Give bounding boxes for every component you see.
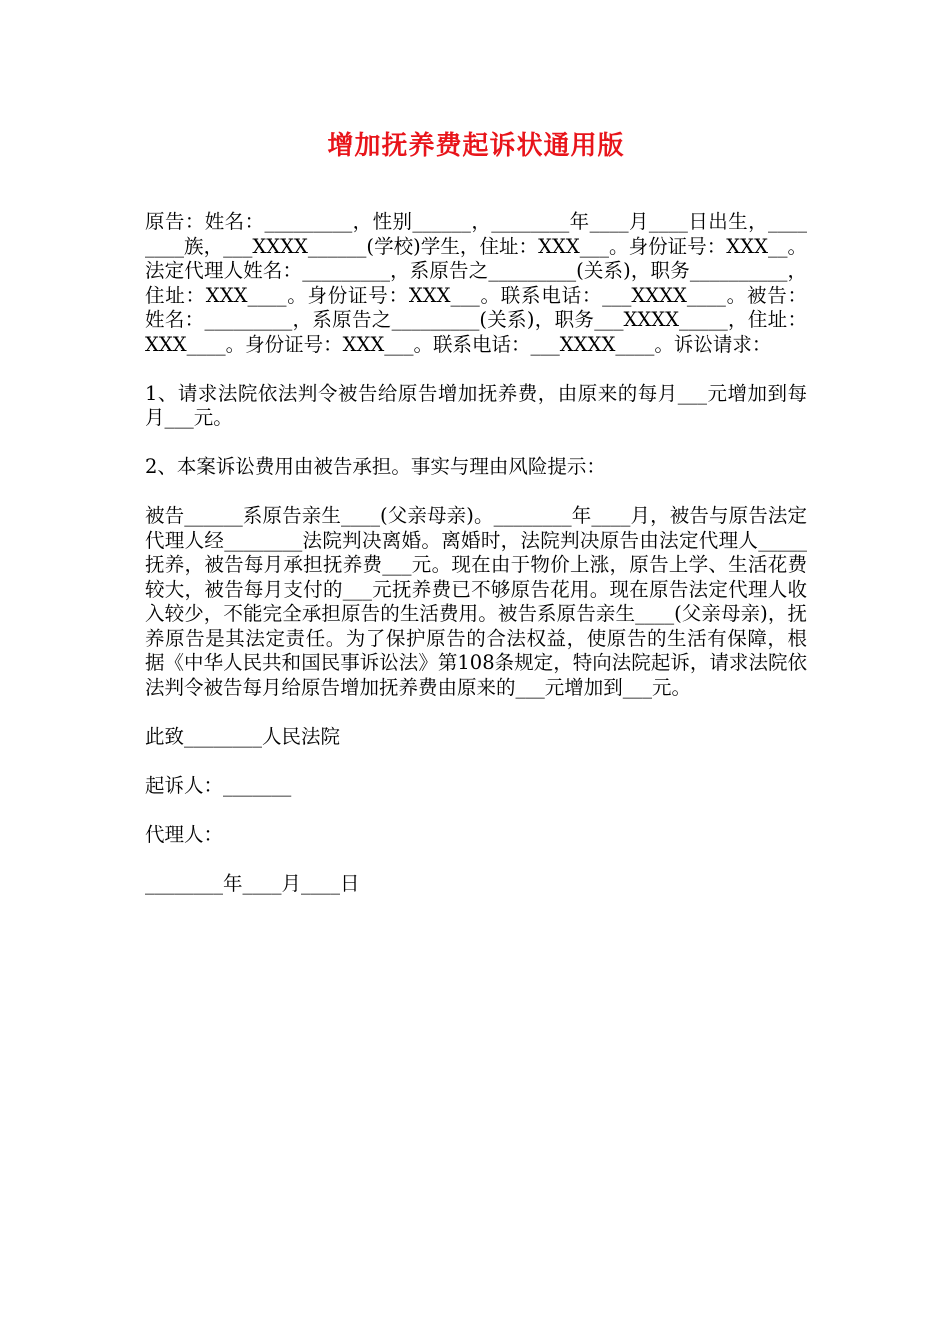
party-info-paragraph: 原告：姓名：_________，性别______，________年____月____日出生，________族，___XXXX______(学校)学生，住址：XXX___。身份证号：XXX__。法定代理人姓名：_________，系原告之_________(关系)，职务__________，住址：XXX____。身份证号：XXX___。联系电话：___XXXX____。被告：姓名：_________，系原告之_________(关系)，职务___XXXX_____，住址：XXX____。身份证号：XXX___。联系电话：___XXXX____。诉讼请求： — [145, 210, 807, 356]
claim-2-paragraph: 2、本案诉讼费用由被告承担。事实与理由风险提示： — [145, 455, 606, 478]
addressee-line: 此致________人民法院 — [145, 724, 341, 748]
claim-1-paragraph: 1、请求法院依法判令被告给原告增加抚养费，由原来的每月___元增加到每月___元。 — [145, 381, 807, 429]
facts-reasons-paragraph: 被告______系原告亲生____(父亲母亲)。________年____月，被告与原告法定代理人经________法院判决离婚。离婚时，法院判决原告由法定代理人_____抚养，被告每月承担抚养费___元。现在由于物价上涨，原告上学、生活花费较大，被告每月支付的___元抚养费已不够原告花用。现在原告法定代理人收入较少，不能完全承担原告的生活费用。被告系原告亲生____(父亲母亲)，抚养原告是其法定责任。为了保护原告的合法权益，使原告的生活有保障，根据《中华人民共和国民事诉讼法》第108条规定，特向法院起诉，请求法院依法判令被告每月给原告增加抚养费由原来的___元增加到___元。 — [145, 504, 807, 699]
agent-signature-line: 代理人： — [145, 822, 224, 846]
document-title: 增加抚养费起诉状通用版 — [327, 131, 625, 161]
document-page — [145, 128, 807, 921]
plaintiff-signature-line: 起诉人：_______ — [145, 773, 292, 797]
date-line: ________年____月____日 — [145, 871, 360, 895]
